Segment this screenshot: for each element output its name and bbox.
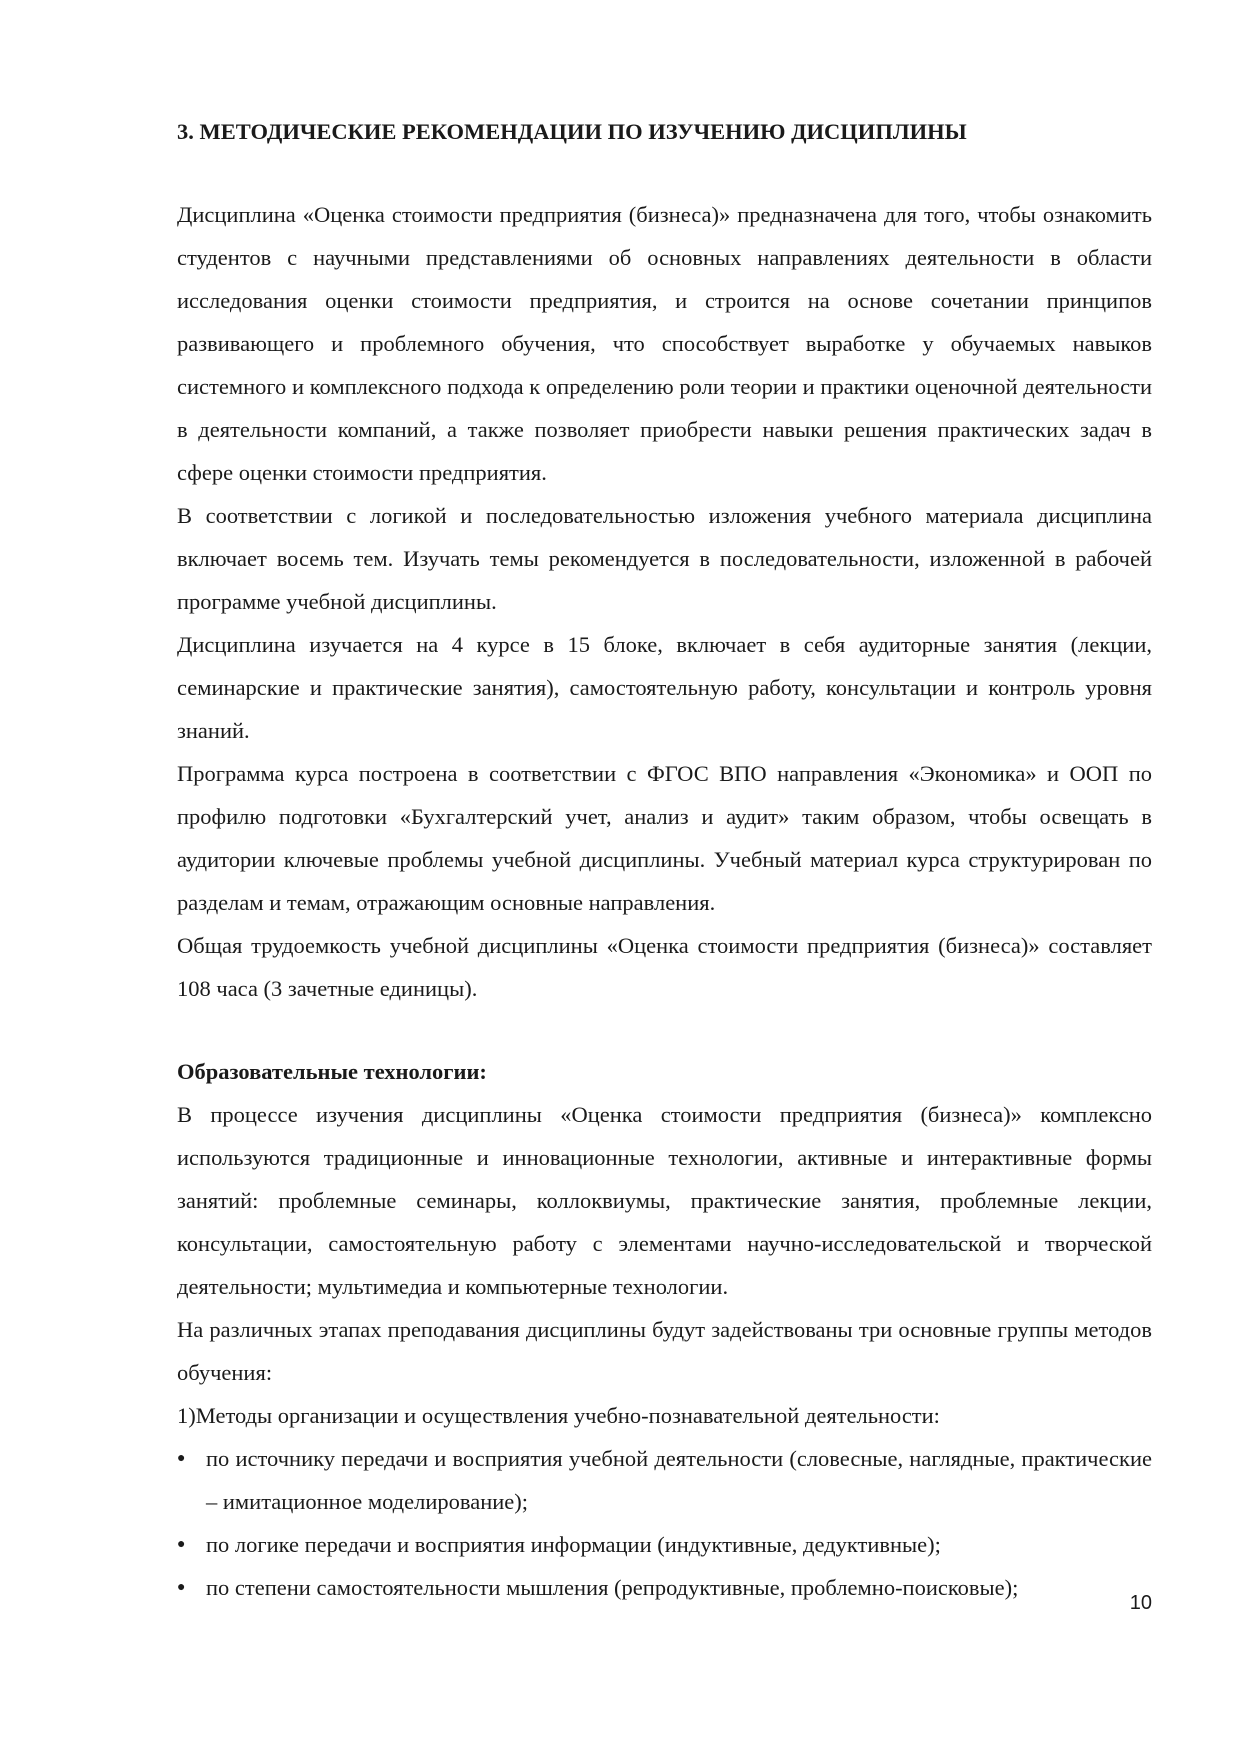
- paragraph-method-groups: На различных этапах преподавания дисциплины будут задействованы три основные группы методов обучения:: [177, 1317, 1152, 1385]
- page-number: 10: [1129, 1592, 1152, 1614]
- paragraph-course-info: Дисциплина изучается на 4 курсе в 15 блоке, включает в себя аудиторные занятия (лекции, семинарские и практические занятия), самостоятельную работу, консультации и контроль уровня знаний.: [177, 632, 1152, 743]
- section-title: 3. МЕТОДИЧЕСКИЕ РЕКОМЕНДАЦИИ ПО ИЗУЧЕНИЮ ДИСЦИПЛИНЫ: [177, 119, 967, 144]
- list-item: [177, 1523, 1152, 1566]
- list-item-text: по степени самостоятельности мышления (репродуктивные, проблемно-поисковые);: [206, 1575, 1019, 1600]
- document-page: [177, 110, 1152, 1609]
- paragraph-workload: Общая трудоемкость учебной дисциплины «Оценка стоимости предприятия (бизнеса)» составляет 108 часа (3 зачетные единицы).: [177, 933, 1152, 1001]
- subheading-technologies: Образовательные технологии:: [177, 1059, 487, 1084]
- bullet-icon: ●: [177, 1451, 186, 1466]
- paragraph-methods-heading: 1)Методы организации и осуществления учебно-познавательной деятельности:: [177, 1403, 940, 1428]
- bullet-icon: ●: [177, 1580, 186, 1595]
- list-item-text: по логике передачи и восприятия информации (индуктивные, дедуктивные);: [206, 1532, 941, 1557]
- paragraph-technologies: В процессе изучения дисциплины «Оценка стоимости предприятия (бизнеса)» комплексно используются традиционные и инновационные технологии, активные и интерактивные формы занятий: проблемные семинары, коллоквиумы, практические занятия, проблемные лекции, консультации, самостоятельную работу с элементами научно-исследовательской и творческой деятельности; мультимедиа и компьютерные технологии.: [177, 1102, 1152, 1299]
- list-item: [177, 1437, 1152, 1523]
- bullet-icon: ●: [177, 1537, 186, 1552]
- list-item-text: по источнику передачи и восприятия учебной деятельности (словесные, наглядные, практические – имитационное моделирование);: [206, 1446, 1152, 1514]
- paragraph-program: Программа курса построена в соответствии с ФГОС ВПО направления «Экономика» и ООП по профилю подготовки «Бухгалтерский учет, анализ и аудит» таким образом, чтобы освещать в аудитории ключевые проблемы учебной дисциплины. Учебный материал курса структурирован по разделам и темам, отражающим основные направления.: [177, 761, 1152, 915]
- paragraph-structure: В соответствии с логикой и последовательностью изложения учебного материала дисциплина включает восемь тем. Изучать темы рекомендуется в последовательности, изложенной в рабочей программе учебной дисциплины.: [177, 503, 1152, 614]
- methods-bullet-list: [177, 1437, 1152, 1609]
- paragraph-intro: Дисциплина «Оценка стоимости предприятия (бизнеса)» предназначена для того, чтобы ознакомить студентов с научными представлениями об основных направлениях деятельности в области исследования оценки стоимости предприятия, и строится на основе сочетании принципов развивающего и проблемного обучения, что способствует выработке у обучаемых навыков системного и комплексного подхода к определению роли теории и практики оценочной деятельности в деятельности компаний, а также позволяет приобрести навыки решения практических задач в сфере оценки стоимости предприятия.: [177, 202, 1152, 485]
- list-item: [177, 1566, 1152, 1609]
